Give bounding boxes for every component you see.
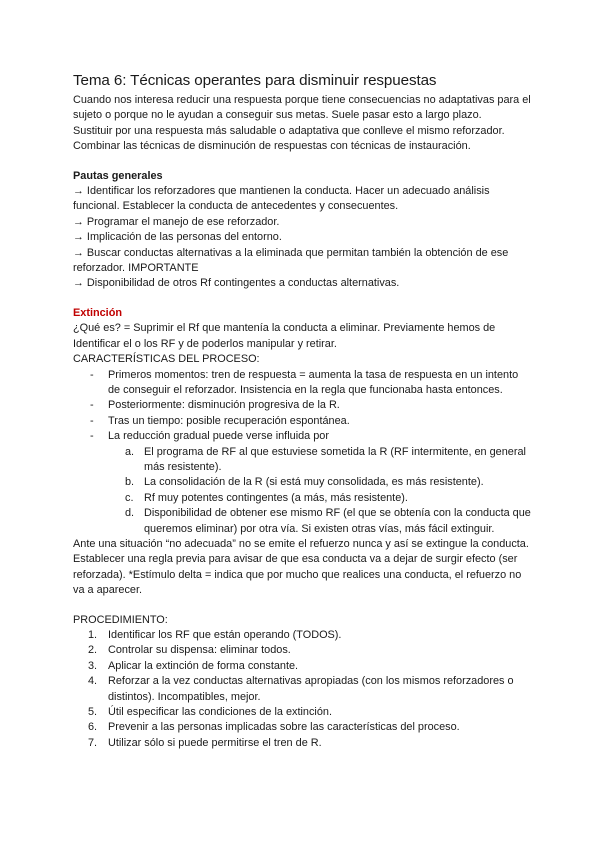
pauta-item: → Programar el manejo de ese reforzador. [73, 215, 280, 228]
pautas-heading: Pautas generales [73, 169, 163, 182]
pauta-item: → Implicación de las personas del entorno. [73, 231, 282, 244]
intro-paragraph: Cuando nos interesa reducir una respuesta porque tiene consecuencias no adaptativas para el sujeto o porque no le ayudan a conseguir sus metas. Suele pasar esto a largo plazo. [73, 94, 531, 122]
list-marker: 4. [88, 675, 98, 688]
list-item [73, 491, 533, 506]
list-item [73, 659, 533, 674]
list-item-text: Identificar los RF que están operando (TODOS). [108, 629, 342, 641]
list-item-text: Primeros momentos: tren de respuesta = aumenta la tasa de respuesta en un intento de conseguir el reforzador. Insistencia en la regla que funcionaba hasta entonces. [108, 368, 519, 396]
list-item [73, 368, 533, 399]
dash-bullet: - [90, 430, 94, 443]
list-item [73, 445, 533, 476]
list-item-text: Aplicar la extinción de forma constante. [108, 659, 299, 672]
list-item-text: La consolidación de la R (si está muy consolidada, es más resistente). [144, 476, 484, 489]
list-marker: 1. [88, 629, 98, 641]
procedure-list [73, 628, 533, 751]
list-item-text: Reforzar a la vez conductas alternativas apropiadas (con los mismos reforzadores o distintos). Incompatibles, mejor. [108, 675, 514, 703]
list-item-text: Posteriormente: disminución progresiva de la R. [108, 399, 340, 412]
list-item-text: Prevenir a las personas implicadas sobre las características del proceso. [108, 721, 460, 734]
characteristics-list [73, 368, 533, 445]
list-marker: d. [125, 507, 135, 520]
intro-paragraph: Sustituir por una respuesta más saludable o adaptativa que conlleve el mismo reforzador. [73, 124, 505, 137]
factors-list [73, 445, 533, 537]
list-marker: a. [125, 445, 135, 458]
list-marker: c. [125, 491, 134, 504]
list-item-text: La reducción gradual puede verse influida por [108, 430, 329, 443]
list-item-text: Rf muy potentes contingentes (a más, más resistente). [144, 491, 408, 504]
list-item-text: El programa de RF al que estuviese sometida la R (RF intermitente, en general más resistente). [144, 445, 526, 473]
list-item [73, 398, 533, 413]
list-item [73, 736, 533, 751]
dash-bullet: - [90, 399, 94, 412]
caracteristicas-heading: CARACTERÍSTICAS DEL PROCESO: [73, 353, 260, 366]
list-item [73, 429, 533, 444]
list-item-text: Tras un tiempo: posible recuperación espontánea. [108, 414, 350, 427]
list-item [73, 720, 533, 735]
dash-bullet: - [90, 368, 94, 381]
list-item [73, 643, 533, 658]
list-item-text: Disponibilidad de obtener ese mismo RF (el que se obtenía con la conducta que queremos eliminar) por otra vía. Si existen otras vías, más fácil extinguir. [144, 507, 531, 535]
pauta-item: → Disponibilidad de otros Rf contingentes a conductas alternativas. [73, 277, 400, 290]
page-title: Tema 6: Técnicas operantes para disminuir respuestas [73, 72, 437, 89]
list-marker: 6. [88, 721, 98, 734]
que-es-paragraph: ¿Qué es? = Suprimir el Rf que mantenía la conducta a eliminar. Previamente hemos de Identificar el o los RF y de poderlos manipular y retirar. [73, 322, 496, 350]
list-item [73, 628, 533, 643]
list-marker: b. [125, 476, 135, 489]
pauta-item: → Identificar los reforzadores que mantienen la conducta. Hacer un adecuado análisis funcional. Establecer la conducta de antecedentes y consecuentes. [73, 185, 490, 213]
list-item-text: Útil especificar las condiciones de la extinción. [108, 706, 332, 719]
list-item-text: Utilizar sólo si puede permitirse el tren de R. [108, 736, 322, 749]
list-item-text: Controlar su dispensa: eliminar todos. [108, 644, 291, 657]
intro-paragraph: Combinar las técnicas de disminución de respuestas con técnicas de instauración. [73, 140, 471, 153]
document-body [73, 71, 533, 751]
list-item [73, 674, 533, 705]
closing-paragraph: Ante una situación “no adecuada” no se emite el refuerzo nunca y así se extingue la conducta. Establecer una regla previa para avisar de que esa conducta va a dejar de surgir efecto (ser reforzada). *Estímulo delta = indica que por mucho que realices una conducta, el refuerzo no va a aparecer. [73, 537, 529, 597]
procedimiento-heading: PROCEDIMIENTO: [73, 613, 168, 626]
extincion-heading: Extinción [73, 306, 123, 319]
list-marker: 3. [88, 659, 98, 672]
list-item [73, 506, 533, 537]
list-marker: 5. [88, 706, 98, 719]
dash-bullet: - [90, 414, 94, 427]
list-marker: 7. [88, 736, 98, 749]
list-marker: 2. [88, 644, 98, 657]
list-item [73, 705, 533, 720]
pauta-item: → Buscar conductas alternativas a la eliminada que permitan también la obtención de ese reforzador. IMPORTANTE [73, 246, 509, 275]
list-item [73, 414, 533, 429]
list-item [73, 475, 533, 490]
